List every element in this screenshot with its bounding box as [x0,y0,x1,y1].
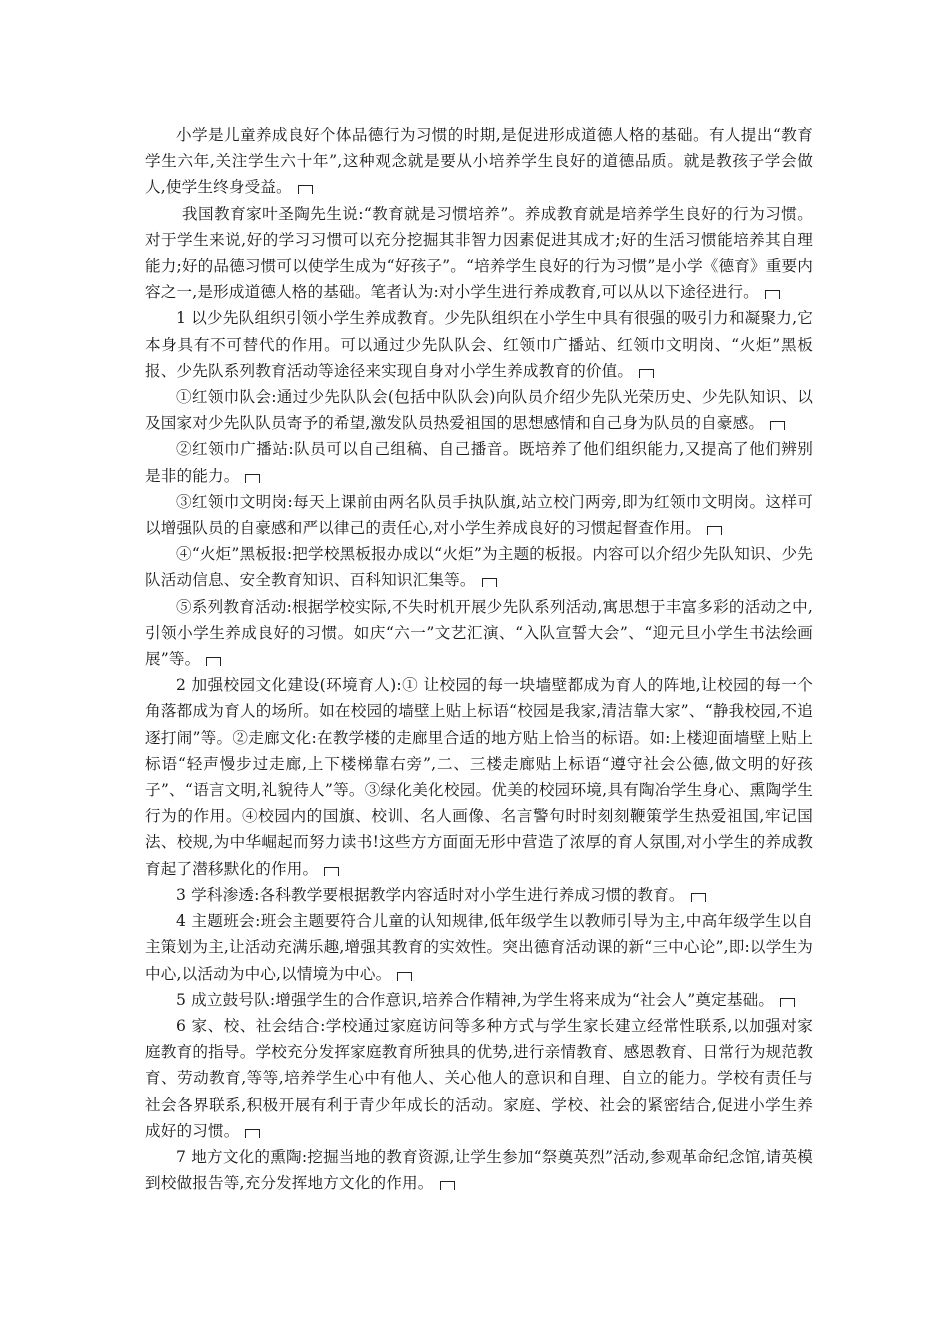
paragraph-text: 小学是儿童养成良好个体品德行为习惯的时期,是促进形成道德人格的基础。有人提出“教育学生六年,关注学生六十年”,这种观念就是要从小培养学生良好的道德品质。就是教孩子学会做人,使学生终身受益。 [145,126,813,197]
paragraph-text: 我国教育家叶圣陶先生说:“教育就是习惯培养”。养成教育就是培养学生良好的行为习惯。对于学生来说,好的学习习惯可以充分挖掘其非智力因素促进其成才;好的生活习惯能培养其自理能力;好的品德习惯可以使学生成为“好孩子”。“培养学生良好的行为习惯”是小学《德育》重要内容之一,是形成道德人格的基础。笔者认为:对小学生进行养成教育,可以从以下途径进行。 [145,204,813,302]
paragraph-text: 3 学科渗透:各科教学要根据教学内容适时对小学生进行养成习惯的教育。 [176,885,685,904]
paragraph-item-3 [145,882,813,908]
paragraph-item-2 [145,672,813,882]
paragraph-mark-icon [780,998,795,1007]
paragraph-sub-2 [145,436,813,488]
paragraph-mark-icon [482,578,497,587]
paragraph-text: ②红领巾广播站:队员可以自己组稿、自己播音。既培养了他们组织能力,又提高了他们辨别是非的能力。 [145,440,813,485]
paragraph-text: ③红领巾文明岗:每天上课前由两名队员手执队旗,站立校门两旁,即为红领巾文明岗。这样可以增强队员的自豪感和严以律己的责任心,对小学生养成良好的习惯起督查作用。 [145,492,813,538]
paragraph-mark-icon [298,185,313,194]
paragraph-text: 1 以少先队组织引领小学生养成教育。少先队组织在小学生中具有很强的吸引力和凝聚力,它本身具有不可替代的作用。可以通过少先队队会、红领巾广播站、红领巾文明岗、“火炬”黑板报、少先队系列教育活动等途径来实现自身对小学生养成教育的价值。 [145,309,813,380]
paragraph-sub-3 [145,489,813,541]
paragraph-item-6 [145,1013,813,1144]
paragraph-mark-icon [691,893,706,902]
paragraph-mark-icon [324,867,339,876]
paragraph-item-7 [145,1144,813,1196]
paragraph-text: 7 地方文化的熏陶:挖掘当地的教育资源,让学生参加“祭奠英烈”活动,参观革命纪念馆,请英模到校做报告等,充分发挥地方文化的作用。 [145,1147,813,1193]
paragraph-intro [145,122,813,201]
paragraph-mark-icon [440,1181,455,1190]
paragraph-sub-4 [145,541,813,593]
paragraph-mark-icon [770,421,785,430]
paragraph-mark-icon [206,657,221,666]
paragraph-text: ①红领巾队会:通过少先队队会(包括中队队会)向队员介绍少先队光荣历史、少先队知识、以及国家对少先队队员寄予的希望,激发队员热爱祖国的思想感情和自己身为队员的自豪感。 [145,388,813,433]
paragraph-mark-icon [245,474,260,483]
paragraph-sub-1 [145,384,813,436]
paragraph-ye-shengtao [145,201,813,306]
paragraph-item-1 [145,305,813,384]
paragraph-text: ④“火炬”黑板报:把学校黑板报办成以“火炬”为主题的板报。内容可以介绍少先队知识、少先队活动信息、安全教育知识、百科知识汇集等。 [145,545,813,590]
paragraph-sub-5 [145,594,813,673]
paragraph-mark-icon [245,1129,260,1138]
paragraph-item-4 [145,908,813,987]
paragraph-text: 6 家、校、社会结合:学校通过家庭访问等多种方式与学生家长建立经常性联系,以加强对家庭教育的指导。学校充分发挥家庭教育所独具的优势,进行亲情教育、感恩教育、日常行为规范教育、劳动教育,等等,培养学生心中有他人、关心他人的意识和自理、自立的能力。学校有责任与社会各界联系,积极开展有利于青少年成长的活动。家庭、学校、社会的紧密结合,促进小学生养成好的习惯。 [145,1016,813,1140]
paragraph-mark-icon [765,290,780,299]
paragraph-mark-icon [707,526,722,535]
paragraph-text: ⑤系列教育活动:根据学校实际,不失时机开展少先队系列活动,寓思想于丰富多彩的活动之中,引领小学生养成良好的习惯。如庆“六一”文艺汇演、“入队宣誓大会”、“迎元旦小学生书法绘画展”等。 [145,597,813,669]
paragraph-item-5 [145,987,813,1013]
paragraph-mark-icon [397,972,412,981]
paragraph-text: 4 主题班会:班会主题要符合儿童的认知规律,低年级学生以教师引导为主,中高年级学生以自主策划为主,让活动充满乐趣,增强其教育的实效性。突出德育活动课的新“三中心论”,即:以学生为中心,以活动为中心,以情境为中心。 [145,912,813,983]
document-body [145,122,813,1196]
paragraph-text: 2 加强校园文化建设(环境育人):① 让校园的每一块墙壁都成为育人的阵地,让校园的每一个角落都成为育人的场所。如在校园的墙壁上贴上标语“校园是我家,清洁靠大家”、“静我校园,不追逐打闹”等。②走廊文化:在教学楼的走廊里合适的地方贴上恰当的标语。如:上楼迎面墙壁上贴上标语“轻声慢步过走廊,上下楼梯靠右旁”,二、三楼走廊贴上标语“遵守社会公德,做文明的好孩子”、“语言文明,礼貌待人”等。③绿化美化校园。优美的校园环境,具有陶冶学生身心、熏陶学生行为的作用。④校园内的国旗、校训、名人画像、名言警句时时刻刻鞭策学生热爱祖国,牢记国法、校规,为中华崛起而努力读书!这些方方面面无形中营造了浓厚的育人氛围,对小学生的养成教育起了潜移默化的作用。 [145,676,813,878]
paragraph-text: 5 成立鼓号队:增强学生的合作意识,培养合作精神,为学生将来成为“社会人”奠定基础。 [176,990,775,1009]
paragraph-mark-icon [639,369,654,378]
